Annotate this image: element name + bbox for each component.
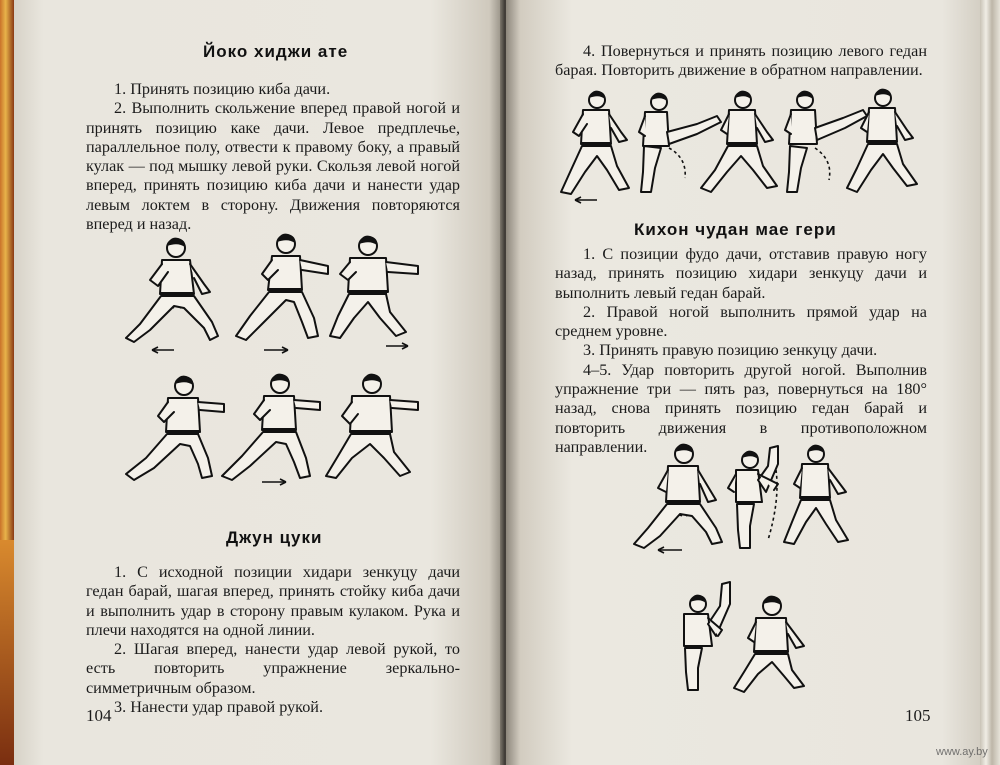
karateka-figure xyxy=(126,238,218,342)
illustration-yoko-hiji-ate-row-2 xyxy=(118,372,428,497)
karateka-figure xyxy=(330,236,418,338)
heading-yoko-hiji-ate: Йоко хиджи ате xyxy=(203,42,349,61)
watermark: www.ay.by xyxy=(936,746,988,758)
page-number: 105 xyxy=(905,706,931,725)
paragraph: 3. Нанести удар правой рукой. xyxy=(114,698,324,717)
text-block-yoko-hiji-ate xyxy=(86,80,460,234)
book-edge-left-lower xyxy=(0,540,14,765)
text-block-mae-geri xyxy=(555,245,927,457)
karateka-figure xyxy=(734,596,804,692)
karateka-figure xyxy=(701,91,777,192)
text-block-step-4 xyxy=(555,42,927,81)
movement-arrow xyxy=(264,347,288,353)
karateka-figure xyxy=(561,91,629,203)
karateka-figure xyxy=(728,446,778,548)
movement-arrow xyxy=(262,479,286,485)
karateka-figure xyxy=(222,374,320,480)
karateka-figure xyxy=(236,234,328,340)
paragraph: 3. Принять правую позицию зенкуцу дачи. xyxy=(583,341,878,360)
karateka-figure xyxy=(634,444,722,553)
paragraph: 4–5. Удар повторить другой ногой. Выполнив упражнение три — пять раз, повернуться на 180° назад, снова принять позицию гедан барай и повторить движения в противоположном направлении. xyxy=(555,360,927,456)
illustration-yoko-hiji-ate-row-1 xyxy=(118,232,428,357)
heading-kihon-chudan-mae-geri: Кихон чудан мае гери xyxy=(634,220,837,239)
illustration-mae-geri-row-2 xyxy=(676,576,826,696)
karateka-figure xyxy=(684,582,730,690)
book-edge-right xyxy=(980,0,1000,765)
illustration-gedan-barai-sequence xyxy=(557,88,927,208)
karateka-figure xyxy=(784,445,848,544)
paragraph: 2. Правой ногой выполнить прямой удар на среднем уровне. xyxy=(555,302,927,341)
illustration-mae-geri-row-1 xyxy=(628,440,858,558)
paragraph: 1. С исходной позиции хидари зенкуцу дачи гедан барай, шагая вперед, принять стойку киба дачи и выполнить удар в сторону правым кулаком. Рука и плечи находятся на одной линии. xyxy=(86,563,460,639)
paragraph: 2. Шагая вперед, нанести удар левой рукой, то есть повторить упражнение зеркально-симметричным образом. xyxy=(86,640,460,697)
heading-jun-tsuki: Джун цуки xyxy=(226,528,323,547)
movement-arrow xyxy=(386,343,408,349)
movement-arrow xyxy=(152,347,174,353)
page-number: 104 xyxy=(86,706,112,725)
karateka-figure xyxy=(126,376,224,480)
paragraph: 2. Выполнить скольжение вперед правой ногой и принять позицию каке дачи. Левое предплечье, параллельное полу, отвести к правому боку, а правый кулак — под мышку левой руки. Скользя левой ногой вперед, принять позицию киба дачи и нанести удар левым локтем в сторону. Движения повторяются вперед и назад. xyxy=(86,99,460,234)
paragraph: 4. Повернуться и принять позицию левого гедан барая. Повторить движение в обратном направлении. xyxy=(555,42,927,80)
text-block-jun-tsuki xyxy=(86,563,460,717)
karateka-figure xyxy=(847,89,917,192)
karateka-figure xyxy=(326,374,418,478)
paragraph: 1. Принять позицию киба дачи. xyxy=(114,80,331,98)
paragraph: 1. С позиции фудо дачи, отставив правую ногу назад, принять позицию хидари зенкуцу дачи и выполнить левый гедан барай. xyxy=(555,245,927,302)
